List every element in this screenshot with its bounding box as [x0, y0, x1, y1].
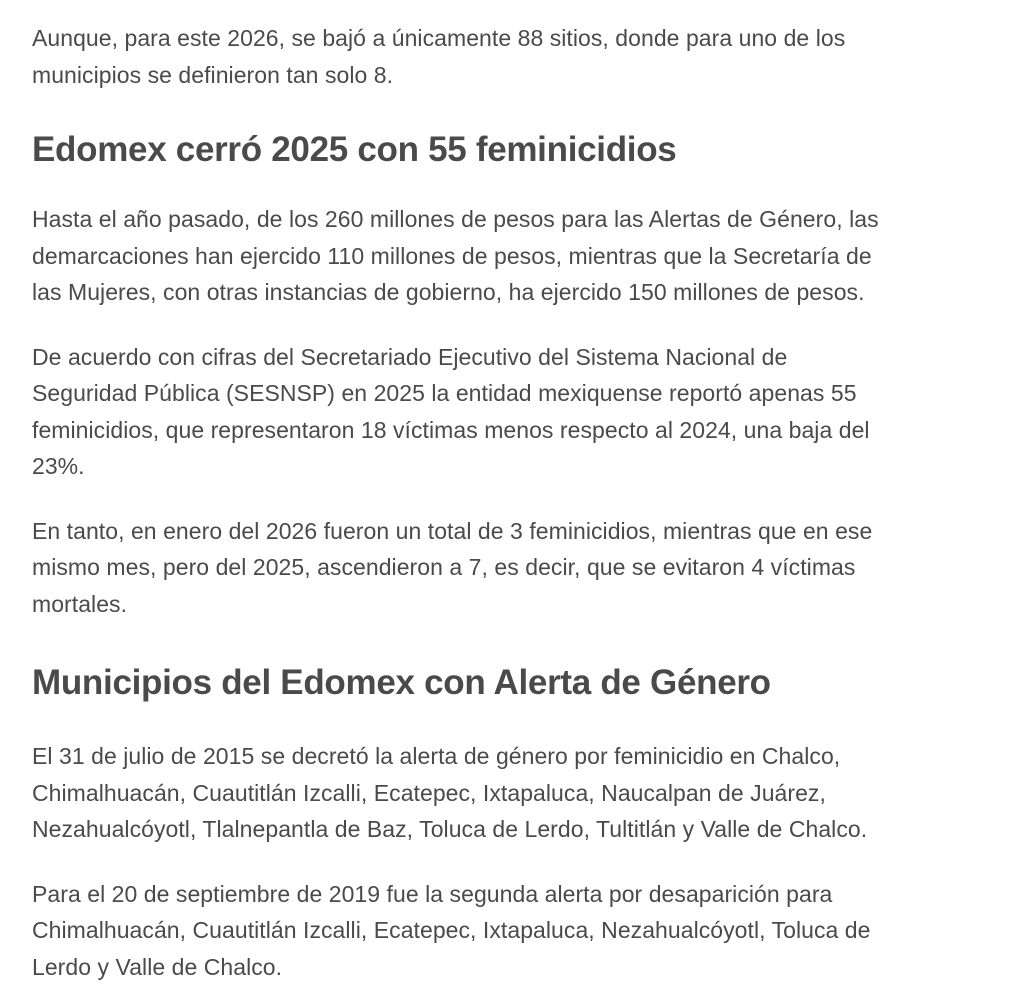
budget-paragraph — [32, 201, 992, 311]
text-line: De acuerdo con cifras del Secretariado Ejecutivo del Sistema Nacional de — [32, 343, 788, 370]
text-line: las Mujeres, con otras instancias de gobierno, ha ejercido 150 millones de pesos. — [32, 279, 865, 305]
text-line: Chimalhuacán, Cuautitlán Izcalli, Ecatepec, Ixtapaluca, Naucalpan de Juárez, — [32, 779, 826, 806]
text-line: 23%. — [32, 453, 85, 479]
article-body — [32, 20, 992, 985]
sesnsp-paragraph — [32, 339, 992, 485]
text-line: En tanto, en enero del 2026 fueron un total de 3 feminicidios, mientras que en ese — [32, 517, 873, 544]
text-line: demarcaciones han ejercido 110 millones de pesos, mientras que la Secretaría de — [32, 242, 872, 269]
section-heading-municipios: Municipios del Edomex con Alerta de Género — [32, 663, 771, 702]
text-line: Aunque, para este 2026, se bajó a únicamente 88 sitios, donde para uno de los — [32, 25, 846, 51]
january-paragraph — [32, 513, 992, 623]
text-line: mortales. — [32, 590, 128, 617]
text-line: Nezahualcóyotl, Tlalnepantla de Baz, Toluca de Lerdo, Tultitlán y Valle de Chalco. — [32, 816, 868, 842]
text-line: Hasta el año pasado, de los 260 millones de pesos para las Alertas de Género, las — [32, 206, 879, 232]
intro-paragraph — [32, 20, 992, 93]
text-line: El 31 de julio de 2015 se decretó la alerta de género por feminicidio en Chalco, — [32, 743, 841, 769]
text-line: feminicidios, que representaron 18 víctimas menos respecto al 2024, una baja del — [32, 416, 870, 443]
alerta-2015-paragraph — [32, 738, 992, 848]
text-line: mismo mes, pero del 2025, ascendieron a 7, es decir, que se evitaron 4 víctimas — [32, 554, 856, 580]
text-line: Seguridad Pública (SESNSP) en 2025 la entidad mexiquense reportó apenas 55 — [32, 380, 857, 406]
text-line: Para el 20 de septiembre de 2019 fue la segunda alerta por desaparición para — [32, 880, 833, 907]
text-line: Lerdo y Valle de Chalco. — [32, 953, 283, 980]
text-line: Chimalhuacán, Cuautitlán Izcalli, Ecatepec, Ixtapaluca, Nezahualcóyotl, Toluca de — [32, 917, 871, 943]
text-line: municipios se definieron tan solo 8. — [32, 61, 394, 88]
alerta-2019-paragraph — [32, 876, 992, 986]
section-heading-feminicidios: Edomex cerró 2025 con 55 feminicidios — [32, 130, 677, 169]
